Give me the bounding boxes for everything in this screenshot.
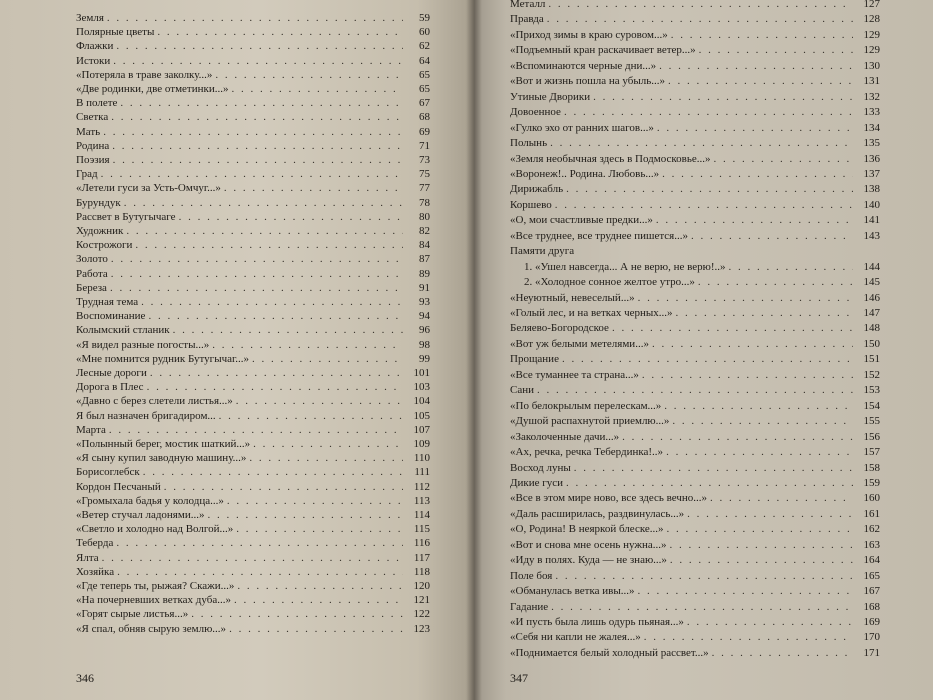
toc-entry-page: 120 [413,580,430,592]
toc-entry [510,212,880,228]
dot-leader [691,228,853,244]
toc-entry-title: Я был назначен бригадиром... [76,409,216,422]
toc-entry-title: Мать [76,125,101,138]
toc-entry-page: 117 [413,551,430,564]
toc-entry-title: «Вот и жизнь пошла на убыль...» [510,75,665,88]
toc-entry [510,58,880,74]
toc-entry [510,0,880,12]
toc-entry-page: 146 [863,291,880,304]
toc-entry-page: 91 [419,281,430,294]
toc-entry [510,351,880,367]
toc-entry-page: 143 [863,229,880,242]
toc-entry [510,599,880,615]
toc-entry-title: Гадание [510,600,549,613]
toc-entry [510,104,880,120]
toc-entry [510,259,880,275]
toc-entry-title: Полынь [510,137,548,150]
dot-leader [562,351,853,367]
toc-entry-page: 89 [419,267,430,280]
toc-entry-title: «Голый лес, и на ветках черных...» [510,307,673,319]
toc-entry-page: 98 [419,338,430,351]
toc-entry-title: «Все в этом мире ново, все здесь вечно...» [510,492,708,505]
dot-leader [229,621,403,637]
toc-entry-page: 71 [419,139,430,152]
toc-entry-page: 75 [419,168,430,181]
toc-entry [510,614,880,630]
toc-entry-page: 115 [413,523,430,536]
toc-entry [510,320,880,336]
toc-entry-page: 101 [413,367,430,379]
toc-entry-page: 163 [863,538,880,551]
toc-entry [510,398,880,414]
toc-entry [510,521,880,537]
toc-entry-page: 127 [863,0,880,10]
toc-entry-page: 138 [863,183,880,196]
toc-entry-page: 67 [419,97,430,110]
toc-entry [510,197,880,213]
toc-entry-title: «Все туманнее та страна...» [510,368,639,381]
toc-entry-page: 96 [419,324,430,337]
dot-leader [637,583,853,599]
toc-entry-title: «Летели гуси за Усть-Омчуг...» [76,182,221,195]
toc-entry-page: 111 [414,466,430,479]
toc-entry-page: 65 [419,68,430,81]
toc-entry-page: 69 [419,125,430,138]
toc-entry [510,89,880,105]
toc-entry-title: Марта [76,423,106,436]
toc-entry-title: Утиные Дворики [510,90,591,103]
dot-leader [566,475,853,491]
toc-entry-page: 116 [413,537,430,550]
toc-entry-title: В полете [76,97,118,110]
dot-leader [622,429,853,445]
toc-entry-page: 165 [863,569,880,582]
toc-entry-page: 64 [419,54,430,67]
toc-entry-page: 73 [419,154,430,166]
toc-entry-page: 59 [419,12,430,24]
toc-entry [510,336,880,352]
toc-entry-title: «Где теперь ты, рыжая? Скажи...» [76,580,235,592]
toc-entry-page: 93 [419,296,430,308]
toc-entry-page: 132 [863,90,880,103]
toc-entry-page: 161 [863,507,880,520]
toc-entry-title: Поэзия [76,154,110,166]
toc-entry-title: «Вот и снова мне осень нужна...» [510,538,667,551]
toc-entry-page: 105 [413,409,430,422]
toc-entry-page: 77 [419,182,430,195]
toc-entry-title: «Светло и холодно над Волгой...» [76,523,234,536]
toc-entry [510,42,880,58]
toc-entry [510,166,880,182]
toc-entry-page: 112 [413,480,430,493]
toc-entry-title: «Гулко эхо от ранних шагов...» [510,121,654,134]
dot-leader [644,629,853,645]
toc-entry-title: «Поднимается белый холодный рассвет...» [510,646,709,659]
toc-entry-title: «Горят сырые листья...» [76,608,189,621]
toc-entry-page: 147 [863,307,880,319]
toc-entry-page: 110 [413,452,430,465]
toc-entry-title: Родина [76,139,110,152]
toc-entry-page: 129 [863,44,880,57]
toc-entry-page: 121 [413,594,430,607]
toc-entry-page: 62 [419,40,430,53]
toc-entry [510,444,880,460]
dot-leader [612,320,853,336]
toc-entry-title: Металл [510,0,546,10]
toc-entry-title: Кострожоги [76,239,133,252]
toc-entry-title: Беляево-Богородское [510,322,609,335]
toc-entry-title: Дирижабль [510,183,564,196]
toc-entry-title: «Две родинки, две отметинки...» [76,83,229,95]
dot-leader [712,645,853,661]
toc-entry-title: «Себя ни капли не жалея...» [510,631,641,644]
toc-entry-title: Работа [76,267,108,280]
toc-entry-title: Правда [510,13,544,26]
toc-entry-title: Дорога в Плес [76,381,144,394]
dot-leader [564,104,853,120]
toc-entry [510,475,880,491]
toc-entry-page: 151 [863,353,880,366]
toc-entry-title: «Обманулась ветка ивы...» [510,585,635,598]
toc-entry-title: Колымский стланик [76,324,170,337]
toc-entry [510,429,880,445]
toc-entry-page: 107 [413,423,430,436]
dot-leader [710,490,853,506]
toc-entry [510,552,880,568]
toc-entry-page: 135 [863,137,880,150]
dot-leader [574,460,853,476]
toc-entry-title: «Иду в полях. Куда — не знаю...» [510,554,667,567]
toc-entry-title: «Я спал, обняв сырую землю...» [76,622,227,635]
toc-entry-title: Лесные дороги [76,367,147,379]
toc-entry-title: «Заколоченные дачи...» [510,430,620,443]
toc-entry-page: 159 [863,476,880,489]
toc-entry-page: 118 [413,565,430,578]
toc-entry-page: 134 [863,121,880,134]
toc-entry-title: «О, мои счастливые предки...» [510,214,653,227]
dot-leader [698,274,853,290]
toc-entry-title: «Потеряла в траве заколку...» [76,68,213,81]
toc-entry-title: «Полынный берег, мостик шаткий...» [76,438,251,450]
toc-entry-page: 167 [863,585,880,598]
toc-entry-title: «О, Родина! В неяркой блеске...» [510,523,664,536]
toc-entry-title: Хозяйка [76,565,115,578]
toc-entry-title: Поле боя [510,569,553,582]
dot-leader [687,506,853,522]
toc-entry-page: 156 [863,430,880,443]
toc-entry-title: Коршево [510,198,552,211]
toc-entry [510,629,880,645]
toc-entry-page: 140 [863,198,880,211]
toc-entry-page: 78 [419,196,430,209]
toc-entry [510,11,880,27]
toc-entry-title: Прощание [510,353,559,366]
toc-entry-title: «Подъемный кран раскачивает ветер...» [510,44,696,57]
toc-entry-title: «Воронеж!.. Родина. Любовь...» [510,167,660,180]
toc-entry-page: 84 [419,239,430,252]
toc-entry-title: «Ветер стучал ладонями...» [76,509,205,521]
toc-entry [510,27,880,43]
toc-entry-title: «Мне помнится рудник Бутугычаг...» [76,352,250,365]
left-page-number: 346 [76,671,94,685]
toc-entry-title: «Земля необычная здесь в Подмосковье...» [510,152,711,165]
toc-entry-title: Светка [76,111,109,124]
toc-entry-page: 87 [419,253,430,266]
toc-entry-page: 152 [863,368,880,381]
dot-leader [666,444,853,460]
toc-entry-title: «Все труднее, все труднее пишется...» [510,229,688,242]
dot-leader [566,181,853,197]
toc-entry-page: 170 [863,631,880,644]
toc-entry-page: 155 [863,415,880,428]
toc-entry-title: Кордон Песчаный [76,480,161,493]
toc-entry-title: Довоенное [510,106,561,119]
dot-leader [676,305,853,321]
toc-entry-title: «Даль расширилась, раздвинулась...» [510,507,685,520]
dot-leader [671,27,853,43]
toc-entry [510,73,880,89]
toc-entry-page: 65 [419,83,430,95]
toc-entry-title: Бурундук [76,196,121,209]
dot-leader [642,367,853,383]
dot-leader [555,197,853,213]
toc-entry-title: Флажки [76,40,114,53]
toc-entry-title: «Я сыну купил заводную машину...» [76,452,247,465]
dot-leader [670,537,853,553]
toc-entry-title: Град [76,168,98,181]
toc-entry-page: 109 [413,438,430,450]
toc-entry-title: Памяти друга [510,245,575,258]
toc-entry [510,645,880,661]
toc-entry-title: «Приход зимы в краю суровом...» [510,28,668,41]
toc-entry-title: Художник [76,225,124,237]
toc-entry-page: 164 [863,554,880,567]
toc-entry-page: 133 [863,106,880,119]
toc-entry-title: 1. «Ушел навсегда... А не верю, не верю!..» [524,260,726,273]
toc-entry [510,181,880,197]
toc-entry [510,490,880,506]
dot-leader [551,599,853,615]
toc-entry-title: Полярные цветы [76,26,155,39]
toc-entry [510,413,880,429]
dot-leader [668,73,853,89]
toc-entry-title: Истоки [76,54,111,67]
toc-entry-title: «Ах, речка, речка Тебердинка!..» [510,446,664,459]
toc-entry [76,621,430,637]
toc-entry-page: 104 [413,395,430,408]
toc-entry-page: 60 [419,26,430,39]
toc-entry-page: 131 [863,75,880,88]
toc-entry-page: 148 [863,322,880,335]
toc-entry-title: «На почерневших ветках дуба...» [76,594,231,607]
dot-leader [662,166,853,182]
toc-entry-title: «Давно с берез слетели листья...» [76,395,233,408]
toc-entry [510,568,880,584]
toc-entry-page: 82 [419,225,430,237]
dot-leader [652,336,853,352]
toc-entry-title: «Душой распахнутой приемлю...» [510,415,670,428]
toc-entry [510,120,880,136]
dot-leader [672,413,853,429]
toc-entry-title: Трудная тема [76,296,139,308]
toc-entry-title: «Неуютный, невеселый...» [510,291,635,304]
toc-entry-page: 136 [863,152,880,165]
toc-entry-page: 150 [863,337,880,350]
toc-entry-title: «По белокрылым перелескам...» [510,399,662,412]
toc-entry-page: 157 [863,446,880,459]
dot-leader [555,568,853,584]
toc-entry-title: «Я видел разные погосты...» [76,338,210,351]
dot-leader [699,42,853,58]
dot-leader [687,614,853,630]
toc-entry-page: 99 [419,352,430,365]
toc-entry-title: «Громыхала бадья у колодца...» [76,494,224,507]
toc-entry-title: Борисоглебск [76,466,140,479]
toc-entry-title: Береза [76,281,107,294]
dot-leader [656,212,853,228]
toc-entry-title: «Вспоминаются черные дни...» [510,59,657,72]
toc-entry-page: 145 [863,276,880,289]
toc-entry-page: 80 [419,210,430,223]
dot-leader [638,290,853,306]
toc-entry-page: 154 [863,399,880,412]
toc-entry-page: 129 [863,28,880,41]
dot-leader [713,151,853,167]
toc-entry [510,243,880,259]
toc-entry [510,460,880,476]
toc-entry-page: 114 [413,509,430,521]
toc-entry [510,228,880,244]
dot-leader [664,398,853,414]
toc-entry-page: 169 [863,616,880,628]
toc-entry [510,274,880,290]
toc-entry-page: 94 [419,310,430,323]
dot-leader [657,120,853,136]
dot-leader [670,552,853,568]
toc-entry-page: 168 [863,600,880,613]
toc-entry-page: 123 [413,622,430,635]
toc-entry [510,305,880,321]
toc-entry [510,367,880,383]
toc-entry [510,135,880,151]
toc-entry-title: «Вот уж белыми метелями...» [510,337,649,350]
toc-entry [510,537,880,553]
toc-entry [510,151,880,167]
right-page [474,0,933,700]
toc-entry-page: 144 [863,260,880,273]
toc-entry-page: 128 [863,13,880,26]
dot-leader [729,259,853,275]
toc-entry-page: 153 [863,384,880,397]
dot-leader [593,89,853,105]
dot-leader [667,521,853,537]
toc-entry-page: 171 [863,646,880,659]
toc-entry-page: 130 [863,59,880,72]
toc-entry-title: Ялта [76,551,99,564]
toc-entry-title: Золото [76,253,108,266]
toc-entry [510,290,880,306]
dot-leader [537,382,853,398]
toc-entry-page: 158 [863,461,880,474]
toc-entry [510,382,880,398]
toc-entry-page: 68 [419,111,430,124]
toc-entry-page: 141 [863,214,880,227]
toc-entry-page: 162 [863,523,880,536]
toc-entry-title: Теберда [76,537,114,550]
dot-leader [547,11,853,27]
dot-leader [659,58,853,74]
toc-entry-title: «И пусть была лишь одурь пьяная...» [510,616,684,628]
toc-entry-title: Сани [510,384,534,397]
right-page-number: 347 [510,671,528,685]
toc-entry [510,583,880,599]
toc-entry-page: 137 [863,167,880,180]
toc-entry-title: Земля [76,12,104,24]
toc-entry-page: 122 [413,608,430,621]
toc-entry-title: Дикие гуси [510,476,564,489]
dot-leader [548,0,853,12]
toc-entry-title: Рассвет в Бутугычаге [76,210,176,223]
toc-entry-title: Восход луны [510,461,571,474]
toc-entry-title: Воспоминание [76,310,146,323]
toc-entry-page: 113 [413,494,430,507]
toc-entry-page: 103 [413,381,430,394]
toc-entry-page: 160 [863,492,880,505]
toc-entry-title: 2. «Холодное сонное желтое утро...» [524,276,695,289]
dot-leader [550,135,853,151]
toc-entry [510,506,880,522]
